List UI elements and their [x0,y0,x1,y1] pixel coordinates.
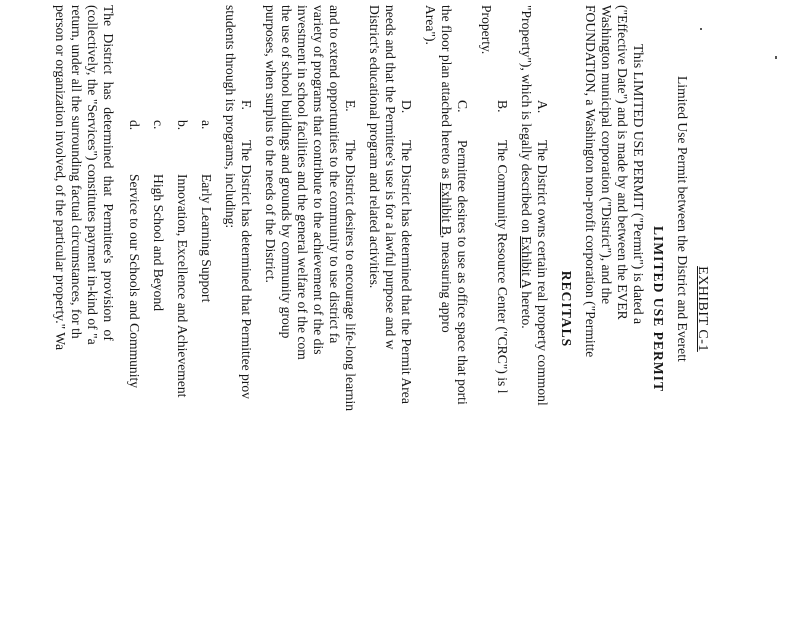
program-b-label: Innovation, Excellence and Achievement [175,174,190,398]
recital-d-line-2: needs and that the Permittee's use is for a lawful purpose and w [383,5,398,350]
recital-a-line-1: The District owns certain real property commonl [535,140,550,406]
recital-b-line-1: The Community Resource Center ("CRC") is l [495,140,510,394]
recital-a-line-2-tail: hereto. [519,287,534,329]
recital-a-marker: A. [535,100,550,114]
recital-c-line-1: Permittee desires to use as office space that porti [455,140,470,405]
recital-f-line-2: students through its programs, including: [223,5,238,229]
program-c-marker: c. [151,120,166,130]
recital-e-line-6: purposes, when surplus to the needs of the District. [263,5,278,283]
recital-d-marker: D. [399,100,414,114]
scan-speck [775,56,777,59]
recital-c-line-2-text: the floor plan attached hereto as [439,5,454,183]
program-d-label: Service to our Schools and Community [127,174,142,389]
recital-e-line-2: and to extend opportunities to the community to use district fa [327,5,342,344]
recital-b-line-2: Property. [479,5,494,55]
document-title: LIMITED USE PERMIT [651,225,666,393]
recital-c-line-2 [438,5,454,333]
recital-c-marker: C. [455,100,470,113]
intro-line-4: FOUNDATION, a Washington non-profit corporation ("Permitte [583,5,598,358]
recitals-heading: RECITALS [559,270,574,348]
program-a-marker: a. [199,120,214,130]
intro-line-3: Washington municipal corporation ("District"), and the [599,5,614,305]
recital-c-line-2-tail: , measuring appro [439,234,454,333]
recital-a-line-2-text: "Property"), which is legally described on [519,5,534,237]
document-subtitle: Limited Use Permit between the District and Everett [675,76,690,362]
program-c-label: High School and Beyond [151,174,166,312]
intro-line-2: ("Effective Date") and is made by and between the EVER [615,5,630,320]
program-a-label: Early Learning Support [199,174,214,303]
closing-line-4: person or organization involved, of the particular property." Wa [53,5,68,351]
exhibit-b-link: Exhibit B [439,182,454,235]
recital-f-marker: F. [239,100,254,110]
recital-e-marker: E. [343,100,358,112]
recital-e-line-1: The District desires to encourage life-long learnin [343,140,358,412]
intro-line-1: This LIMITED USE PERMIT ("Permit") is dated a [631,44,646,325]
exhibit-a-link: Exhibit A [519,236,534,288]
exhibit-label: EXHIBIT C-1 [695,266,710,352]
recital-e-line-4: investment in school facilities and the general welfare of the com [295,5,310,360]
closing-line-3: return, under all the surrounding factual circumstances, for th [69,5,84,339]
recital-e-line-5: the use of school buildings and grounds by community group [279,5,294,339]
recital-d-line-1: The District has determined that the Permit Area [399,140,414,404]
recital-a-line-2 [518,5,534,329]
recital-d-line-3: District's educational program and related activities. [367,5,382,289]
rotated-document-page [53,0,710,618]
recital-f-line-1: The District has determined that Permittee prov [239,140,254,399]
program-d-marker: d. [127,120,142,131]
recital-e-line-3: variety of programs that contribute to the achievement of the dis [311,5,326,355]
recital-b-marker: B. [495,100,510,113]
closing-line-1: The District has determined that Permittee's provision of [101,5,116,341]
closing-line-2: (collectively, the "Services") constitutes payment in-kind of "a [85,5,100,345]
recital-c-line-3: Area"). [423,5,438,45]
program-b-marker: b. [175,120,190,131]
